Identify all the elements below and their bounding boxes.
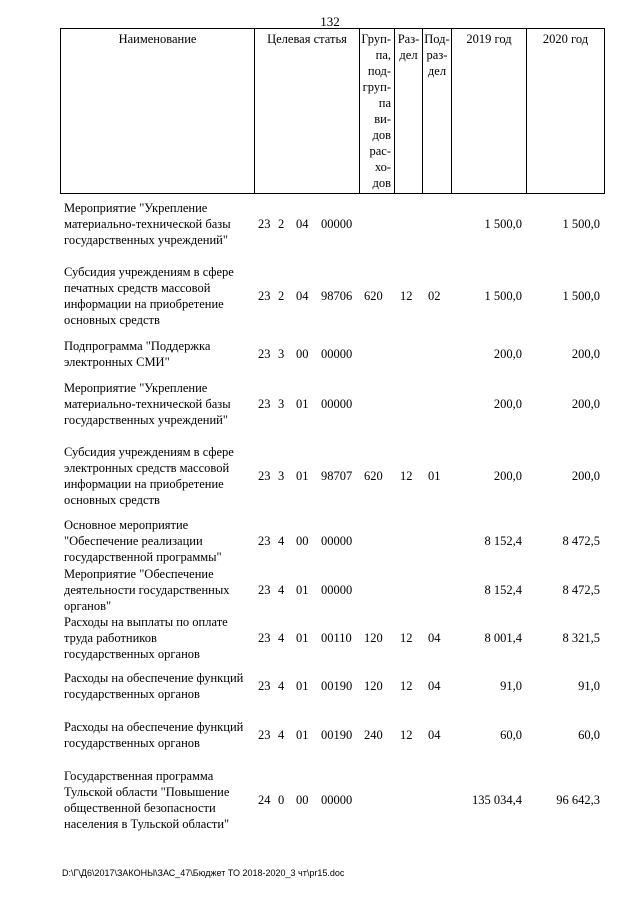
row-d: 00000 xyxy=(321,793,353,807)
row-c: 00 xyxy=(296,793,309,807)
row-b: 2 xyxy=(278,217,285,231)
header-2020: 2020 год xyxy=(527,29,605,194)
row-c: 00 xyxy=(296,534,309,548)
row-d: 00110 xyxy=(321,631,352,645)
table-header xyxy=(60,28,605,194)
row-y2019: 200,0 xyxy=(493,347,522,361)
row-a: 23 xyxy=(258,347,271,361)
header-name: Наименование xyxy=(61,29,255,194)
row-razd: 12 xyxy=(400,289,413,303)
row-a: 24 xyxy=(258,793,271,807)
row-b: 3 xyxy=(278,397,285,411)
row-grp: 120 xyxy=(364,679,383,693)
row-grp: 120 xyxy=(364,631,383,645)
row-y2019: 135 034,4 xyxy=(472,793,522,807)
row-d: 00000 xyxy=(321,217,353,231)
row-c: 01 xyxy=(296,728,309,742)
row-podr: 04 xyxy=(428,679,441,693)
row-a: 23 xyxy=(258,583,271,597)
row-y2019: 1 500,0 xyxy=(484,217,522,231)
row-grp: 240 xyxy=(364,728,383,742)
row-a: 23 xyxy=(258,397,271,411)
row-name: Расходы на обеспечение функций государственных органов xyxy=(64,720,244,750)
row-razd: 12 xyxy=(400,631,413,645)
row-name: Государственная программа Тульской области "Повышение общественной безопасности населения в Тульской области" xyxy=(64,769,230,831)
row-c: 01 xyxy=(296,679,309,693)
row-name: Расходы на обеспечение функций государственных органов xyxy=(64,671,244,701)
row-d: 00000 xyxy=(321,347,353,361)
row-c: 01 xyxy=(296,469,309,483)
row-podr: 01 xyxy=(428,469,441,483)
row-c: 01 xyxy=(296,397,309,411)
row-b: 4 xyxy=(278,583,285,597)
row-name: Мероприятие "Укрепление материально-технической базы государственных учреждений" xyxy=(64,201,231,247)
header-group: Груп- па, под- груп- па ви- дов рас- хо- дов xyxy=(360,29,395,194)
row-c: 01 xyxy=(296,631,309,645)
row-b: 3 xyxy=(278,469,285,483)
row-y2020: 200,0 xyxy=(571,469,600,483)
header-2019: 2019 год xyxy=(452,29,527,194)
row-a: 23 xyxy=(258,679,271,693)
row-a: 23 xyxy=(258,534,271,548)
row-name: Основное мероприятие "Обеспечение реализации государственной программы" xyxy=(64,518,222,564)
header-target: Целевая статья xyxy=(255,29,360,194)
row-b: 4 xyxy=(278,534,285,548)
row-y2019: 60,0 xyxy=(500,728,522,742)
row-b: 3 xyxy=(278,347,285,361)
header-razdel: Раз- дел xyxy=(395,29,423,194)
row-y2020: 1 500,0 xyxy=(562,289,600,303)
row-y2019: 200,0 xyxy=(493,469,522,483)
row-grp: 620 xyxy=(364,289,383,303)
row-b: 0 xyxy=(278,793,285,807)
row-y2019: 8 152,4 xyxy=(484,583,522,597)
row-grp: 620 xyxy=(364,469,383,483)
row-d: 00000 xyxy=(321,397,353,411)
row-a: 23 xyxy=(258,469,271,483)
row-podr: 04 xyxy=(428,728,441,742)
row-razd: 12 xyxy=(400,728,413,742)
page-number: 132 xyxy=(320,14,340,29)
row-y2020: 200,0 xyxy=(571,347,600,361)
row-y2020: 91,0 xyxy=(578,679,600,693)
row-y2019: 8 152,4 xyxy=(484,534,522,548)
row-y2020: 8 472,5 xyxy=(562,583,600,597)
row-y2020: 96 642,3 xyxy=(556,793,600,807)
row-a: 23 xyxy=(258,289,271,303)
row-y2019: 8 001,4 xyxy=(484,631,522,645)
row-name: Мероприятие "Укрепление материально-технической базы государственных учреждений" xyxy=(64,381,231,427)
row-c: 01 xyxy=(296,583,309,597)
row-razd: 12 xyxy=(400,679,413,693)
row-name: Субсидия учреждениям в сфере электронных средств массовой информации на приобретение основных средств xyxy=(64,445,234,507)
row-b: 4 xyxy=(278,631,285,645)
row-d: 00000 xyxy=(321,534,353,548)
row-c: 00 xyxy=(296,347,309,361)
row-name: Субсидия учреждениям в сфере печатных средств массовой информации на приобретение основных средств xyxy=(64,265,234,327)
row-c: 04 xyxy=(296,217,309,231)
row-name: Подпрограмма "Поддержка электронных СМИ" xyxy=(64,339,211,369)
row-d: 98707 xyxy=(321,469,353,483)
row-name: Расходы на выплаты по оплате труда работников государственных органов xyxy=(64,615,228,661)
row-a: 23 xyxy=(258,631,271,645)
row-b: 4 xyxy=(278,679,285,693)
row-y2020: 8 321,5 xyxy=(562,631,600,645)
row-y2020: 8 472,5 xyxy=(562,534,600,548)
row-y2020: 60,0 xyxy=(578,728,600,742)
row-name: Мероприятие "Обеспечение деятельности государственных органов" xyxy=(64,567,230,613)
row-b: 2 xyxy=(278,289,285,303)
row-y2019: 200,0 xyxy=(493,397,522,411)
row-podr: 04 xyxy=(428,631,441,645)
row-a: 23 xyxy=(258,217,271,231)
row-podr: 02 xyxy=(428,289,441,303)
row-razd: 12 xyxy=(400,469,413,483)
file-path-footer: D:\Г\Д6\2017\ЗАКОНЫ\ЗАС_47\Бюджет ТО 2018-2020_3 чт\pr15.doc xyxy=(62,868,345,878)
row-y2020: 200,0 xyxy=(571,397,600,411)
row-y2019: 91,0 xyxy=(500,679,522,693)
row-c: 04 xyxy=(296,289,309,303)
row-y2020: 1 500,0 xyxy=(562,217,600,231)
row-d: 00000 xyxy=(321,583,353,597)
row-a: 23 xyxy=(258,728,271,742)
row-d: 98706 xyxy=(321,289,353,303)
row-d: 00190 xyxy=(321,679,353,693)
header-podrazdel: Под- раз- дел xyxy=(423,29,452,194)
row-b: 4 xyxy=(278,728,285,742)
row-d: 00190 xyxy=(321,728,353,742)
row-y2019: 1 500,0 xyxy=(484,289,522,303)
